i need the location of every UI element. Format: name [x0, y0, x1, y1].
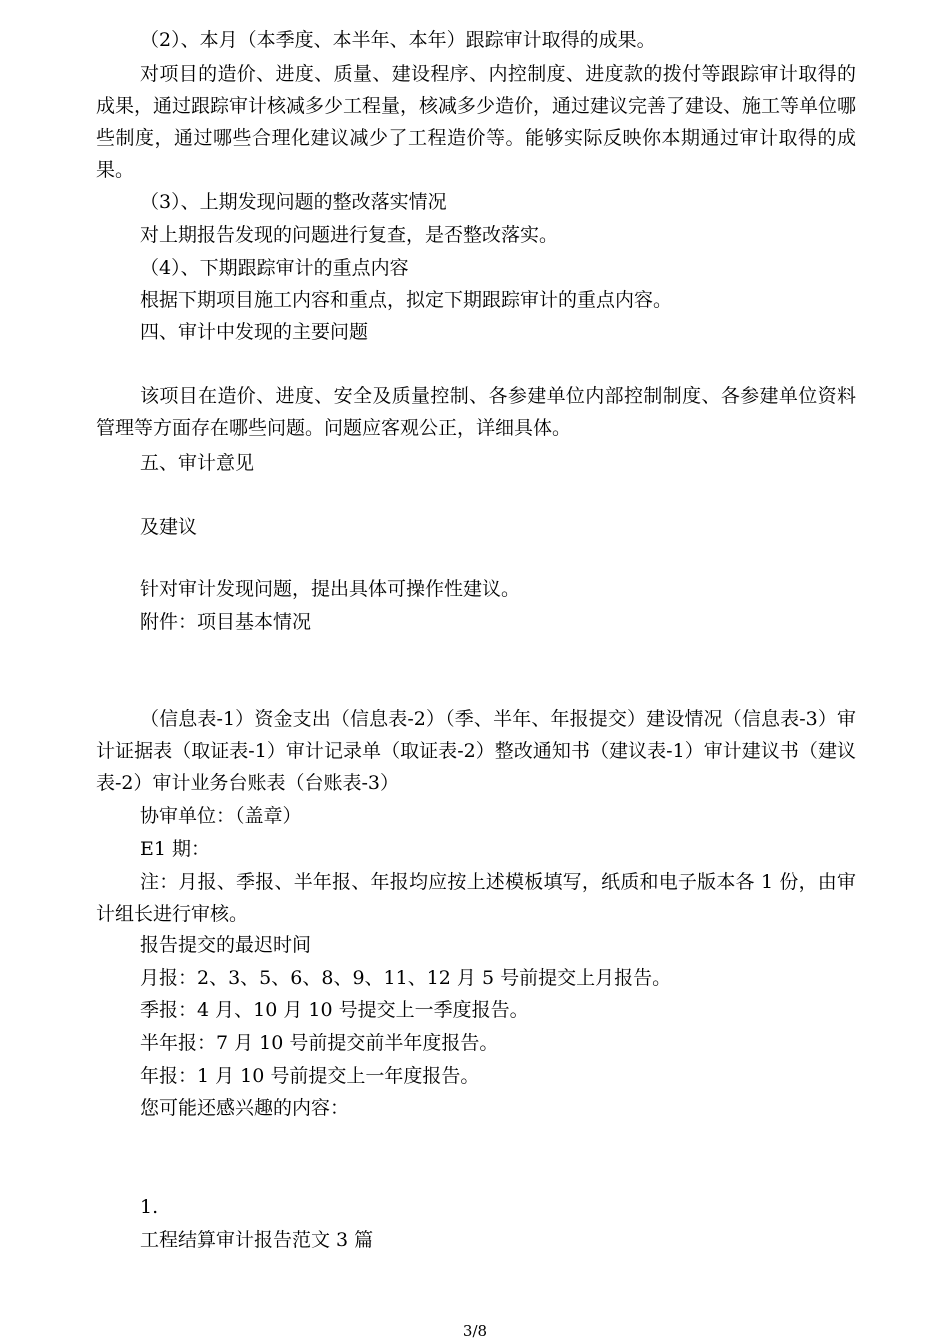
section-title-main-problems: 四、审计中发现的主要问题: [140, 321, 369, 343]
date-label: E1 期：: [140, 838, 210, 860]
page-number: 3/8: [462, 1322, 488, 1340]
deadline-title: 报告提交的最迟时间: [140, 934, 312, 956]
related-content-label: 您可能还感兴趣的内容：: [140, 1097, 350, 1119]
deadline-semiannual: 半年报：7 月 10 号前提交前半年度报告。: [140, 1032, 499, 1054]
attachment-label: 附件：项目基本情况: [140, 611, 312, 633]
deadline-annual: 年报：1 月 10 号前提交上一年度报告。: [140, 1065, 480, 1087]
paragraph-suggestions: 针对审计发现问题，提出具体可操作性建议。: [140, 578, 521, 600]
section-title-audit-opinion: 五、审计意见: [140, 452, 255, 474]
subheading-achievements: （2）、本月（本季度、本半年、本年）跟踪审计取得的成果。: [140, 29, 656, 51]
paragraph-next-focus: 根据下期项目施工内容和重点，拟定下期跟踪审计的重点内容。: [140, 289, 673, 311]
paragraph-rectification: 对上期报告发现的问题进行复查，是否整改落实。: [140, 224, 559, 246]
deadline-quarterly: 季报：4 月、10 月 10 号提交上一季度报告。: [140, 999, 529, 1021]
related-item-number: 1.: [140, 1196, 159, 1218]
attachment-list: （信息表-1）资金支出（信息表-2）（季、半年、年报提交）建设情况（信息表-3）审计证据表（取证表-1）审计记录单（取证表-2）整改通知书（建议表-1）审计建议书（建议表-2）审计业务台账表（台账表-3）: [96, 708, 856, 794]
note-paragraph: 注：月报、季报、半年报、年报均应按上述模板填写，纸质和电子版本各 1 份，由审计组长进行审核。: [96, 871, 856, 925]
subheading-next-focus: （4）、下期跟踪审计的重点内容: [140, 257, 409, 279]
paragraph-main-problems: 该项目在造价、进度、安全及质量控制、各参建单位内部控制制度、各参建单位资料管理等方面存在哪些问题。问题应客观公正，详细具体。: [96, 385, 856, 439]
co-audit-unit: 协审单位：（盖章）: [140, 805, 302, 827]
related-item-link[interactable]: 工程结算审计报告范文 3 篇: [140, 1229, 374, 1251]
section-title-audit-opinion-cont: 及建议: [140, 516, 198, 538]
paragraph-achievements: 对项目的造价、进度、质量、建设程序、内控制度、进度款的拨付等跟踪审计取得的成果，通过跟踪审计核减多少工程量，核减多少造价，通过建议完善了建设、施工等单位哪些制度，通过哪些合理化建议减少了工程造价等。能够实际反映你本期通过审计取得的成果。: [96, 63, 857, 181]
deadline-monthly: 月报：2、3、5、6、8、9、11、12 月 5 号前提交上月报告。: [140, 967, 672, 989]
subheading-rectification: （3）、上期发现问题的整改落实情况: [140, 191, 447, 213]
